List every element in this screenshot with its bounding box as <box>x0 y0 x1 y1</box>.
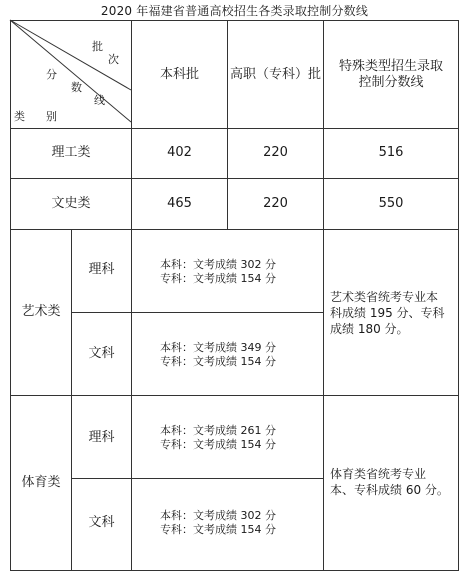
col-header-benke: 本科批 <box>159 67 199 82</box>
cell-ligong-gaozhi: 220 <box>263 145 288 160</box>
art-li-line2: 专科：文考成绩 154 分 <box>160 272 276 285</box>
col-header-teshu-line1: 特殊类型招生录取 <box>338 59 443 74</box>
sub-label-art-wen: 文科 <box>88 346 115 361</box>
sport-note-line1: 体育类省统考专业 <box>330 467 427 481</box>
cell-wenshi-gaozhi: 220 <box>263 196 288 211</box>
header-diag-pi: 批 <box>92 40 103 53</box>
group-label-sport: 体育类 <box>21 475 61 490</box>
cell-ligong-teshu: 516 <box>378 145 404 160</box>
sport-wen-line2: 专科：文考成绩 154 分 <box>160 523 276 536</box>
header-diag-lei: 类 <box>14 110 25 123</box>
row-label-ligong: 理工类 <box>51 145 91 160</box>
art-note-line2: 科成绩 195 分、专科 <box>330 306 445 320</box>
header-diag-bie: 别 <box>46 110 57 123</box>
group-label-art: 艺术类 <box>21 304 61 319</box>
art-note-line1: 艺术类省统考专业本 <box>330 290 439 304</box>
header-diag-shu: 数 <box>71 81 82 94</box>
col-header-teshu-line2: 控制分数线 <box>358 75 424 90</box>
page-title: 2020 年福建省普通高校招生各类录取控制分数线 <box>100 4 369 18</box>
cell-wenshi-teshu: 550 <box>378 196 404 211</box>
header-diag-fen: 分 <box>46 68 57 81</box>
cell-ligong-benke: 402 <box>167 145 192 160</box>
sub-label-sport-wen: 文科 <box>88 515 115 530</box>
art-wen-line2: 专科：文考成绩 154 分 <box>160 355 276 368</box>
art-li-line1: 本科：文考成绩 302 分 <box>160 258 276 271</box>
row-label-wenshi: 文史类 <box>51 196 91 211</box>
sub-label-sport-li: 理科 <box>88 430 115 445</box>
header-diag-xian: 线 <box>94 94 105 107</box>
col-header-gaozhi: 高职（专科）批 <box>229 67 321 82</box>
sub-label-art-li: 理科 <box>88 262 115 277</box>
sport-li-line2: 专科：文考成绩 154 分 <box>160 438 276 451</box>
sport-wen-line1: 本科：文考成绩 302 分 <box>160 509 276 522</box>
art-wen-line1: 本科：文考成绩 349 分 <box>160 341 276 354</box>
sport-note-line2: 本、专科成绩 60 分。 <box>330 483 449 497</box>
cell-wenshi-benke: 465 <box>167 196 192 211</box>
header-diag-ci: 次 <box>108 53 119 66</box>
art-note-line3: 成绩 180 分。 <box>330 322 409 336</box>
sport-li-line1: 本科：文考成绩 261 分 <box>160 424 276 437</box>
